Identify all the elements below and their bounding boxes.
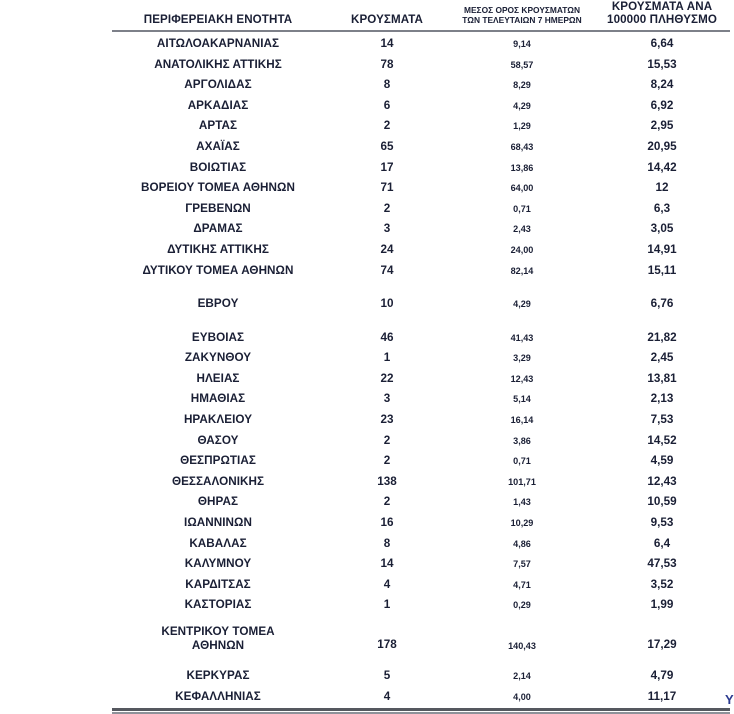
cell-regional-unit [112, 616, 324, 653]
cell-cases-per-100000: 47,53 [647, 557, 677, 571]
cell-cases-per-100000: 2,13 [650, 392, 674, 406]
cell-cases: 2 [383, 454, 391, 468]
table-row [112, 687, 730, 708]
table-header [112, 0, 730, 31]
cell-cases: 178 [377, 638, 397, 652]
table-row [112, 55, 730, 76]
cell-seven-day-average: 3,86 [513, 435, 531, 446]
cell-seven-day-average: 24,00 [510, 244, 534, 255]
cell-seven-day-average: 8,29 [513, 80, 531, 91]
cell-regional-unit: ΑΡΤΑΣ [198, 119, 238, 133]
column-header-cases-per-100000-line1: ΚΡΟΥΣΜΑΤΑ ΑΝΑ [611, 0, 713, 13]
cell-seven-day-average: 4,29 [513, 100, 531, 111]
cell-cases: 78 [380, 57, 394, 71]
table-row [112, 178, 730, 199]
cell-seven-day-average: 68,43 [510, 141, 534, 152]
cell-cases: 22 [380, 371, 394, 385]
cell-regional-unit: ΘΗΡΑΣ [197, 495, 239, 509]
cell-cases-per-100000: 11,17 [647, 689, 677, 703]
table-row [112, 348, 730, 369]
cell-regional-unit: ΚΑΣΤΟΡΙΑΣ [184, 598, 252, 612]
cell-cases: 71 [380, 181, 394, 195]
cell-cases-per-100000: 6,3 [653, 201, 671, 215]
cell-cases-per-100000: 14,52 [647, 433, 677, 447]
cell-cases-per-100000: 1,99 [650, 598, 674, 612]
cell-cases: 2 [383, 433, 391, 447]
cell-regional-unit: ΓΡΕΒΕΝΩΝ [185, 201, 251, 215]
table-row [112, 315, 730, 349]
cell-cases-per-100000: 6,76 [650, 297, 674, 311]
cell-regional-unit: ΔΡΑΜΑΣ [193, 222, 243, 236]
cell-cases-per-100000: 2,95 [650, 119, 674, 133]
cell-cases-per-100000: 14,91 [647, 242, 677, 256]
cell-cases: 2 [383, 495, 391, 509]
cell-regional-unit: ΙΩΑΝΝΙΝΩΝ [184, 516, 252, 530]
table-row [112, 369, 730, 390]
table-row [112, 472, 730, 493]
cell-seven-day-average: 2,43 [513, 224, 531, 235]
cell-cases: 1 [383, 351, 391, 365]
cell-regional-unit: ΘΕΣΣΑΛΟΝΙΚΗΣ [171, 474, 265, 488]
cell-cases: 6 [383, 98, 391, 112]
cell-cases: 10 [380, 297, 394, 311]
table-row [112, 116, 730, 137]
column-header-regional-unit [112, 0, 324, 31]
column-header-cases-label: ΚΡΟΥΣΜΑΤΑ [350, 12, 424, 26]
table-row [112, 431, 730, 452]
cell-regional-unit: ΗΜΑΘΙΑΣ [190, 392, 246, 406]
cell-seven-day-average: 9,14 [513, 38, 531, 49]
cell-cases: 16 [380, 516, 394, 530]
cell-seven-day-average: 64,00 [510, 183, 534, 194]
column-header-cases [324, 0, 450, 31]
cell-regional-unit: ΒΟΡΕΙΟΥ ΤΟΜΕΑ ΑΘΗΝΩΝ [141, 181, 295, 195]
cell-cases-per-100000: 15,11 [647, 263, 677, 277]
cell-cases: 2 [383, 119, 391, 133]
cell-regional-unit: ΚΑΛΥΜΝΟΥ [184, 557, 252, 571]
cell-regional-unit: ΚΕΦΑΛΛΗΝΙΑΣ [175, 689, 261, 703]
table-row [112, 31, 730, 55]
cell-cases-per-100000: 21,82 [647, 330, 677, 344]
cell-cases-per-100000: 6,4 [653, 536, 671, 550]
cell-seven-day-average: 41,43 [510, 332, 534, 343]
table-row [112, 513, 730, 534]
regional-cases-table-container [112, 0, 730, 707]
cell-regional-unit: ΔΥΤΙΚΟΥ ΤΟΜΕΑ ΑΘΗΝΩΝ [142, 263, 294, 277]
cell-seven-day-average: 0,71 [513, 203, 531, 214]
cell-regional-unit: ΚΑΡΔΙΤΣΑΣ [185, 577, 251, 591]
cell-cases-per-100000: 4,59 [650, 454, 674, 468]
cell-regional-unit-line1: ΚΕΝΤΡΙΚΟΥ ΤΟΜΕΑ [161, 625, 275, 639]
table-row [112, 261, 730, 282]
table-row [112, 158, 730, 179]
cell-seven-day-average: 4,86 [513, 538, 531, 549]
cell-regional-unit: ΑΧΑΪΑΣ [196, 139, 240, 153]
cell-regional-unit: ΚΑΒΑΛΑΣ [189, 536, 247, 550]
cell-regional-unit: ΗΡΑΚΛΕΙΟΥ [183, 413, 253, 427]
cell-cases: 17 [380, 160, 394, 174]
cell-seven-day-average: 101,71 [508, 476, 536, 487]
cell-regional-unit: ΑΡΚΑΔΙΑΣ [187, 98, 249, 112]
cell-seven-day-average: 16,14 [510, 415, 534, 426]
cell-cases-per-100000: 8,24 [650, 78, 674, 92]
cell-seven-day-average: 13,86 [510, 162, 534, 173]
table-row [112, 281, 730, 315]
table-row [112, 534, 730, 555]
cell-cases: 14 [380, 557, 394, 571]
column-header-seven-day-average-line2: ΤΩΝ ΤΕΛΕΥΤΑΙΩΝ 7 ΗΜΕΡΩΝ [462, 14, 582, 25]
cell-seven-day-average: 58,57 [510, 59, 534, 70]
cell-cases-per-100000: 12,43 [647, 474, 677, 488]
cell-seven-day-average: 7,57 [513, 559, 531, 570]
cell-cases: 23 [380, 413, 394, 427]
cell-cases: 2 [383, 201, 391, 215]
table-row [112, 575, 730, 596]
cell-regional-unit: ΚΕΡΚΥΡΑΣ [186, 669, 250, 682]
table-row [112, 137, 730, 158]
table-row [112, 75, 730, 96]
cell-cases: 14 [380, 36, 394, 50]
cell-cases-per-100000: 15,53 [647, 57, 677, 71]
cell-cases-per-100000: 7,53 [650, 413, 674, 427]
cell-seven-day-average: 0,29 [513, 600, 531, 611]
cell-regional-unit-line2: ΑΘΗΝΩΝ [191, 639, 245, 653]
cell-cases-per-100000: 2,45 [650, 351, 674, 365]
cell-seven-day-average: 3,29 [513, 353, 531, 364]
table-row [112, 410, 730, 431]
table-row [112, 653, 730, 687]
cell-cases: 46 [380, 330, 394, 344]
table-row [112, 240, 730, 261]
column-header-seven-day-average [450, 0, 594, 31]
cell-seven-day-average: 10,29 [510, 518, 534, 529]
cell-seven-day-average: 82,14 [510, 265, 534, 276]
cell-cases-per-100000: 13,81 [647, 371, 677, 385]
cell-cases-per-100000: 4,79 [650, 669, 674, 682]
bottom-rule-thin [112, 712, 730, 713]
table-bottom-rule [112, 708, 730, 713]
cell-cases-per-100000: 17,29 [647, 638, 677, 652]
cell-regional-unit: ΑΙΤΩΛΟΑΚΑΡΝΑΝΙΑΣ [156, 36, 280, 50]
cell-cases-per-100000: 3,05 [650, 222, 674, 236]
cell-seven-day-average: 5,14 [513, 394, 531, 405]
cell-seven-day-average: 0,71 [513, 456, 531, 467]
cell-seven-day-average: 4,29 [513, 299, 531, 310]
cell-cases: 8 [383, 536, 391, 550]
table-row [112, 451, 730, 472]
header-row [112, 0, 730, 31]
cell-seven-day-average: 2,14 [513, 671, 531, 681]
table-row [112, 595, 730, 616]
cell-regional-unit: ΑΡΓΟΛΙΔΑΣ [184, 78, 252, 92]
cell-regional-unit: ΕΒΡΟΥ [197, 297, 239, 311]
cell-cases-per-100000: 20,95 [647, 139, 677, 153]
cell-regional-unit: ΖΑΚΥΝΘΟΥ [184, 351, 252, 365]
cell-seven-day-average: 4,71 [513, 579, 531, 590]
cell-cases: 3 [383, 392, 391, 406]
cell-cases-per-100000: 3,52 [650, 577, 674, 591]
column-header-cases-per-100000-line2: 100000 ΠΛΗΘΥΣΜΟ [607, 12, 717, 26]
cell-cases-per-100000: 6,64 [650, 36, 674, 50]
cell-seven-day-average: 4,00 [513, 691, 531, 702]
cell-cases: 138 [377, 474, 397, 488]
table-body [112, 31, 730, 707]
cell-seven-day-average: 140,43 [508, 641, 536, 652]
cell-regional-unit: ΘΕΣΠΡΩΤΙΑΣ [180, 454, 256, 468]
cell-cases-per-100000: 6,92 [650, 98, 674, 112]
cell-seven-day-average: 12,43 [510, 373, 534, 384]
cell-regional-unit: ΕΥΒΟΙΑΣ [191, 330, 245, 344]
cell-cases: 4 [383, 577, 391, 591]
cell-regional-unit: ΒΟΙΩΤΙΑΣ [189, 160, 247, 174]
regional-cases-table [112, 0, 730, 707]
column-header-regional-unit-label: ΠΕΡΙΦΕΡΕΙΑΚΗ ΕΝΟΤΗΤΑ [143, 12, 293, 26]
clipped-edge-glyph: Y [725, 693, 734, 707]
column-header-seven-day-average-line1: ΜΕΣΟΣ ΟΡΟΣ ΚΡΟΥΣΜΑΤΩΝ [463, 5, 580, 16]
cell-regional-unit: ΗΛΕΙΑΣ [196, 371, 240, 385]
table-row [112, 616, 730, 653]
cell-cases-per-100000: 9,53 [650, 516, 674, 530]
cell-seven-day-average: 1,29 [513, 121, 531, 132]
cell-cases: 24 [380, 242, 394, 256]
table-row [112, 389, 730, 410]
table-row [112, 96, 730, 117]
table-row [112, 492, 730, 513]
cell-regional-unit: ΔΥΤΙΚΗΣ ΑΤΤΙΚΗΣ [167, 242, 269, 256]
column-header-cases-per-100000 [594, 0, 730, 31]
table-row [112, 554, 730, 575]
cell-cases: 1 [383, 598, 391, 612]
cell-cases-per-100000: 12 [655, 181, 669, 195]
cell-seven-day-average: 1,43 [513, 497, 531, 508]
cell-regional-unit: ΑΝΑΤΟΛΙΚΗΣ ΑΤΤΙΚΗΣ [154, 57, 282, 71]
table-row [112, 219, 730, 240]
cell-cases-per-100000: 10,59 [647, 495, 677, 509]
cell-cases: 5 [383, 669, 391, 682]
cell-regional-unit: ΘΑΣΟΥ [197, 433, 239, 447]
cell-cases: 4 [383, 689, 391, 703]
table-row [112, 199, 730, 220]
cell-cases: 74 [380, 263, 394, 277]
cell-cases-per-100000: 14,42 [647, 160, 677, 174]
cell-cases: 65 [380, 139, 394, 153]
cell-cases: 8 [383, 78, 391, 92]
cell-cases: 3 [383, 222, 391, 236]
